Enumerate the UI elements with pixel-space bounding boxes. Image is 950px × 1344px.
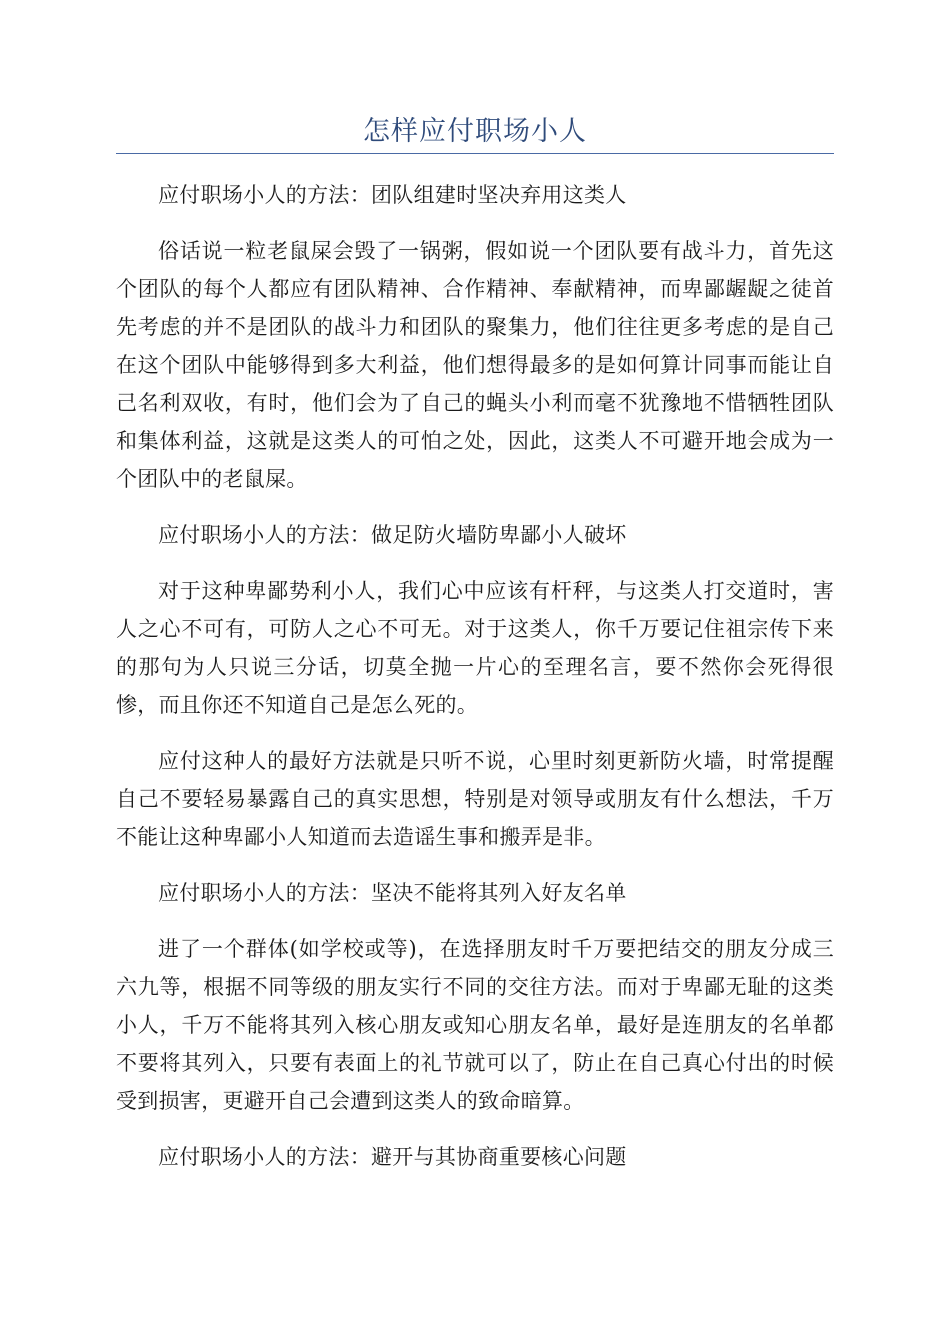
section-heading-1: 应付职场小人的方法：团队组建时坚决弃用这类人 [158, 183, 627, 207]
section-heading-2: 应付职场小人的方法：做足防火墙防卑鄙小人破坏 [158, 523, 627, 547]
section-heading-4: 应付职场小人的方法：避开与其协商重要核心问题 [158, 1145, 627, 1169]
section-heading-3: 应付职场小人的方法：坚决不能将其列入好友名单 [158, 881, 627, 905]
document-body [116, 176, 834, 1194]
paragraph-3: 应付这种人的最好方法就是只听不说，心里时刻更新防火墙，时常提醒自己不要轻易暴露自己的真实思想，特别是对领导或朋友有什么想法，千万不能让这种卑鄙小人知道而去造谣生事和搬弄是非。 [116, 749, 834, 849]
page-title: 怎样应付职场小人 [363, 116, 587, 147]
title-underline [116, 153, 834, 154]
paragraph-1: 俗话说一粒老鼠屎会毁了一锅粥，假如说一个团队要有战斗力，首先这个团队的每个人都应有团队精神、合作精神、奉献精神，而卑鄙龌龊之徒首先考虑的并不是团队的战斗力和团队的聚集力，他们往往更多考虑的是自己在这个团队中能够得到多大利益，他们想得最多的是如何算计同事而能让自己名利双收，有时，他们会为了自己的蝇头小利而毫不犹豫地不惜牺牲团队和集体利益，这就是这类人的可怕之处，因此，这类人不可避开地会成为一个团队中的老鼠屎。 [116, 239, 834, 491]
paragraph-2: 对于这种卑鄙势利小人，我们心中应该有杆秤，与这类人打交道时，害人之心不可有，可防人之心不可无。对于这类人，你千万要记住祖宗传下来的那句为人只说三分话，切莫全抛一片心的至理名言，要不然你会死得很惨，而且你还不知道自己是怎么死的。 [116, 579, 834, 717]
paragraph-4: 进了一个群体(如学校或等)，在选择朋友时千万要把结交的朋友分成三六九等，根据不同等级的朋友实行不同的交往方法。而对于卑鄙无耻的这类小人，千万不能将其列入核心朋友或知心朋友名单，最好是连朋友的名单都不要将其列入，只要有表面上的礼节就可以了，防止在自己真心付出的时候受到损害，更避开自己会遭到这类人的致命暗算。 [116, 937, 834, 1113]
